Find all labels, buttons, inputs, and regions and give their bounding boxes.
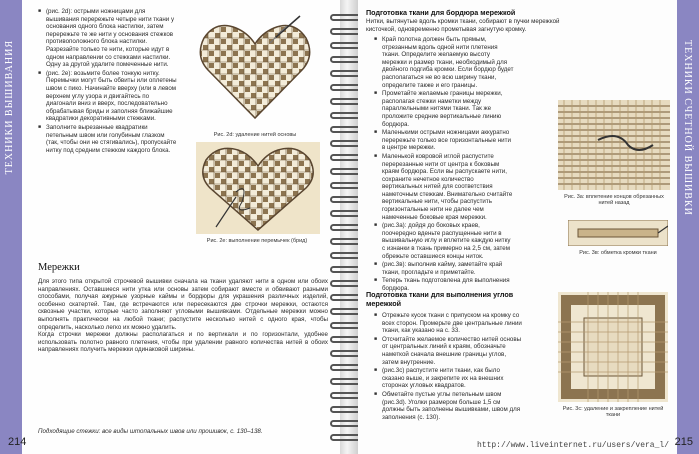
left-list-item-3: ■ Заполните вырезанные квадратики петельным швом или голубиным глазком (так, чтобы они не стягивались), пропускайте нитку под средним стежком каждого блока. [46, 124, 178, 154]
left-list-item-2: ■ (рис. 2e): возьмите более тонкую нитку. Перемычки могут быть обвиты или оплетены швом с пико. Начинайте вверху (или в левом верхнем углу узора и двигайтесь по диагонали вниз и вверх, последовательно обрабатывая бриды и заполняя ближайшие квадратики декоративными стежками. [46, 70, 178, 123]
right-list1-item-2: ■ Прометайте желаемые границы мережки, располагая стежки наметки между параллельными нитями ткани. Так же проложите средние вертикальные линию бордюра. [382, 90, 514, 128]
fig-3a-caption: Рис. 3a: вплетение концов обрезанных нитей назад [564, 194, 664, 206]
right-side-tab [674, 0, 699, 454]
left-page [0, 0, 340, 454]
section-title-merezhki: Мережки [38, 262, 80, 273]
right-list1-item-4: ■ Маленькой ковровой иглой распустите перерезанные нити от центра к боковым краям бордюра. Если вы распускаете нити, сохраните нечетное количество вертикальных нитей для соответствия наметочным стежкам. Внимательно считайте вертикальные нити, чтобы распустить горизонтальные нити не далее чем намеченные боковые края мережки. [382, 153, 514, 221]
left-top-list [38, 8, 178, 155]
right-list1-item-1: ■ Край полотна должен быть прямым, отрезанным вдоль одной нити плетения ткани. Определите желаемую высоту мережки и размер ткани, необходимый для двойного подгиба кромки. Если бордюр будет располагаться не во всю ширину ткани, определите также и его границы. [382, 36, 514, 89]
left-side-tab [0, 0, 22, 454]
left-footer-note: Подходящие стежки: все виды штопальных швов или прошивок, с. 130–138. [38, 428, 263, 435]
figure-2e [196, 142, 320, 234]
right-list2-item-3: ■ (рис.3с) распустите нити ткани, как было сказано выше, и закрепите их на внешних сторонах угловых квадратов. [382, 367, 524, 390]
fig-3c-caption: Рис. 3c: удаление и закрепление нитей ткани [562, 406, 664, 418]
intro-border-prep: Нитки, вытянутые вдоль кромки ткани, собирают в пучки мережкой кисточкой, одновременно прометывая загнутую кромку. [366, 18, 560, 33]
hem-stitch-illustration [568, 220, 668, 246]
right-list1-item-6: ■ (рис.3в): выполнив кайму, заметайте край ткани, прогладьте и приметайте. [382, 261, 514, 276]
right-page-number: 215 [674, 436, 693, 448]
figure-3b [568, 220, 668, 246]
left-page-number: 214 [8, 436, 27, 448]
right-list2-item-1: ■ Отрежьте кусок ткани с припуском на кромку со всех сторон. Промерьте две центральные линии ткани, как указано на с. 33. [382, 312, 524, 335]
fig-2e-caption: Рис. 2e: выполнение перемычек (брид) [206, 238, 308, 244]
heading-corner-prep: Подготовка ткани для выполнения углов мережкой [366, 290, 514, 308]
heart-fabric-illustration-d [190, 8, 320, 128]
figure-2d [190, 8, 320, 128]
heading-border-prep: Подготовка ткани для бордюра мережкой [366, 8, 516, 17]
left-body-para-2: Когда строчки мережки должны располагаться и по вертикали и по горизонтали, удобнее использовать полотно равного плетения, чтобы при удалении равного количества нитей в обоих направлениях получить мережки одинаковой ширины. [38, 331, 328, 354]
right-page [358, 0, 699, 454]
right-list-2 [374, 312, 524, 422]
figure-3c [558, 292, 668, 402]
left-side-tab-label: ТЕХНИКИ ВЫШИВАНИЯ [4, 40, 15, 175]
weaving-ends-illustration [558, 100, 670, 190]
watermark-url: http://www.liveinternet.ru/users/vera_l/ [476, 441, 669, 450]
right-list1-item-7: ■ Теперь ткань подготовлена для выполнения бордюра. [382, 277, 514, 292]
heart-fabric-illustration-e [196, 142, 320, 234]
right-list2-item-4: ■ Обметайте пустые углы петельным швом (рис.3d). Уголки размером больше 1,5 см должны быть заполнены вышивками, швом для заполнения (с. 130). [382, 391, 524, 421]
right-list1-item-5: ■ (рис.3а): дойдя до боковых краев, поочередно вденьте распущенные нити в вышивальную иглу и вплетите каждую нитку с изнанки в ткань примерно на 2,5 см, затем обрежьте оставшиеся концы ниток. [382, 222, 514, 260]
left-list-item-1: ■ (рис. 2d): острыми ножницами для вышивания перережьте четыре нити ткани у основания одного блока настилки, затем перережьте те же нити у основания стежков противоположного блока настилки. Разрезайте только те нити, которые идут в одном направлении со стежками настилки. Одну за другой удалите помеченные нити. [46, 8, 178, 69]
fig-2d-caption: Рис. 2d: удаление нитей основы [213, 132, 297, 138]
fig-3b-caption: Рис. 3в: обметка кромки ткани [579, 250, 657, 256]
right-list1-item-3: ■ Маленькими острыми ножницами аккуратно перережьте только все горизонтальные нити в центре мережки. [382, 129, 514, 152]
corner-threads-illustration [558, 292, 668, 402]
right-side-tab-label: ТЕХНИКИ СЧЕТНОЙ ВЫШИВКИ [682, 40, 693, 216]
left-body-text [38, 278, 328, 354]
left-body-para-1: Для этого типа открытой строчевой вышивки сначала на ткани удаляют нити в одном или обоих направлениях. Оставшиеся нити утка или основы затем собирают вместе и обвивают разными способами, получая ажурные узорные каймы и бордюры для украшения различных изделий, особенно скатертей. Там, где встречаются или пересекаются две строчки мережки, остаются сквозные участки, которые часто заполняют угловыми вышивками. Отдельные мережки можно выполнять практически на любой ткани; распустите несколько нитей с одного края, чтобы определить, насколько легко их можно удалить. [38, 278, 328, 331]
right-list2-item-2: ■ Отсчитайте желаемое количество нитей основы от центральных линий к краям, обозначьте наметкой сначала внешние границы углов, затем внутренние. [382, 336, 524, 366]
right-list-1 [374, 36, 514, 294]
figure-3a [558, 100, 670, 190]
